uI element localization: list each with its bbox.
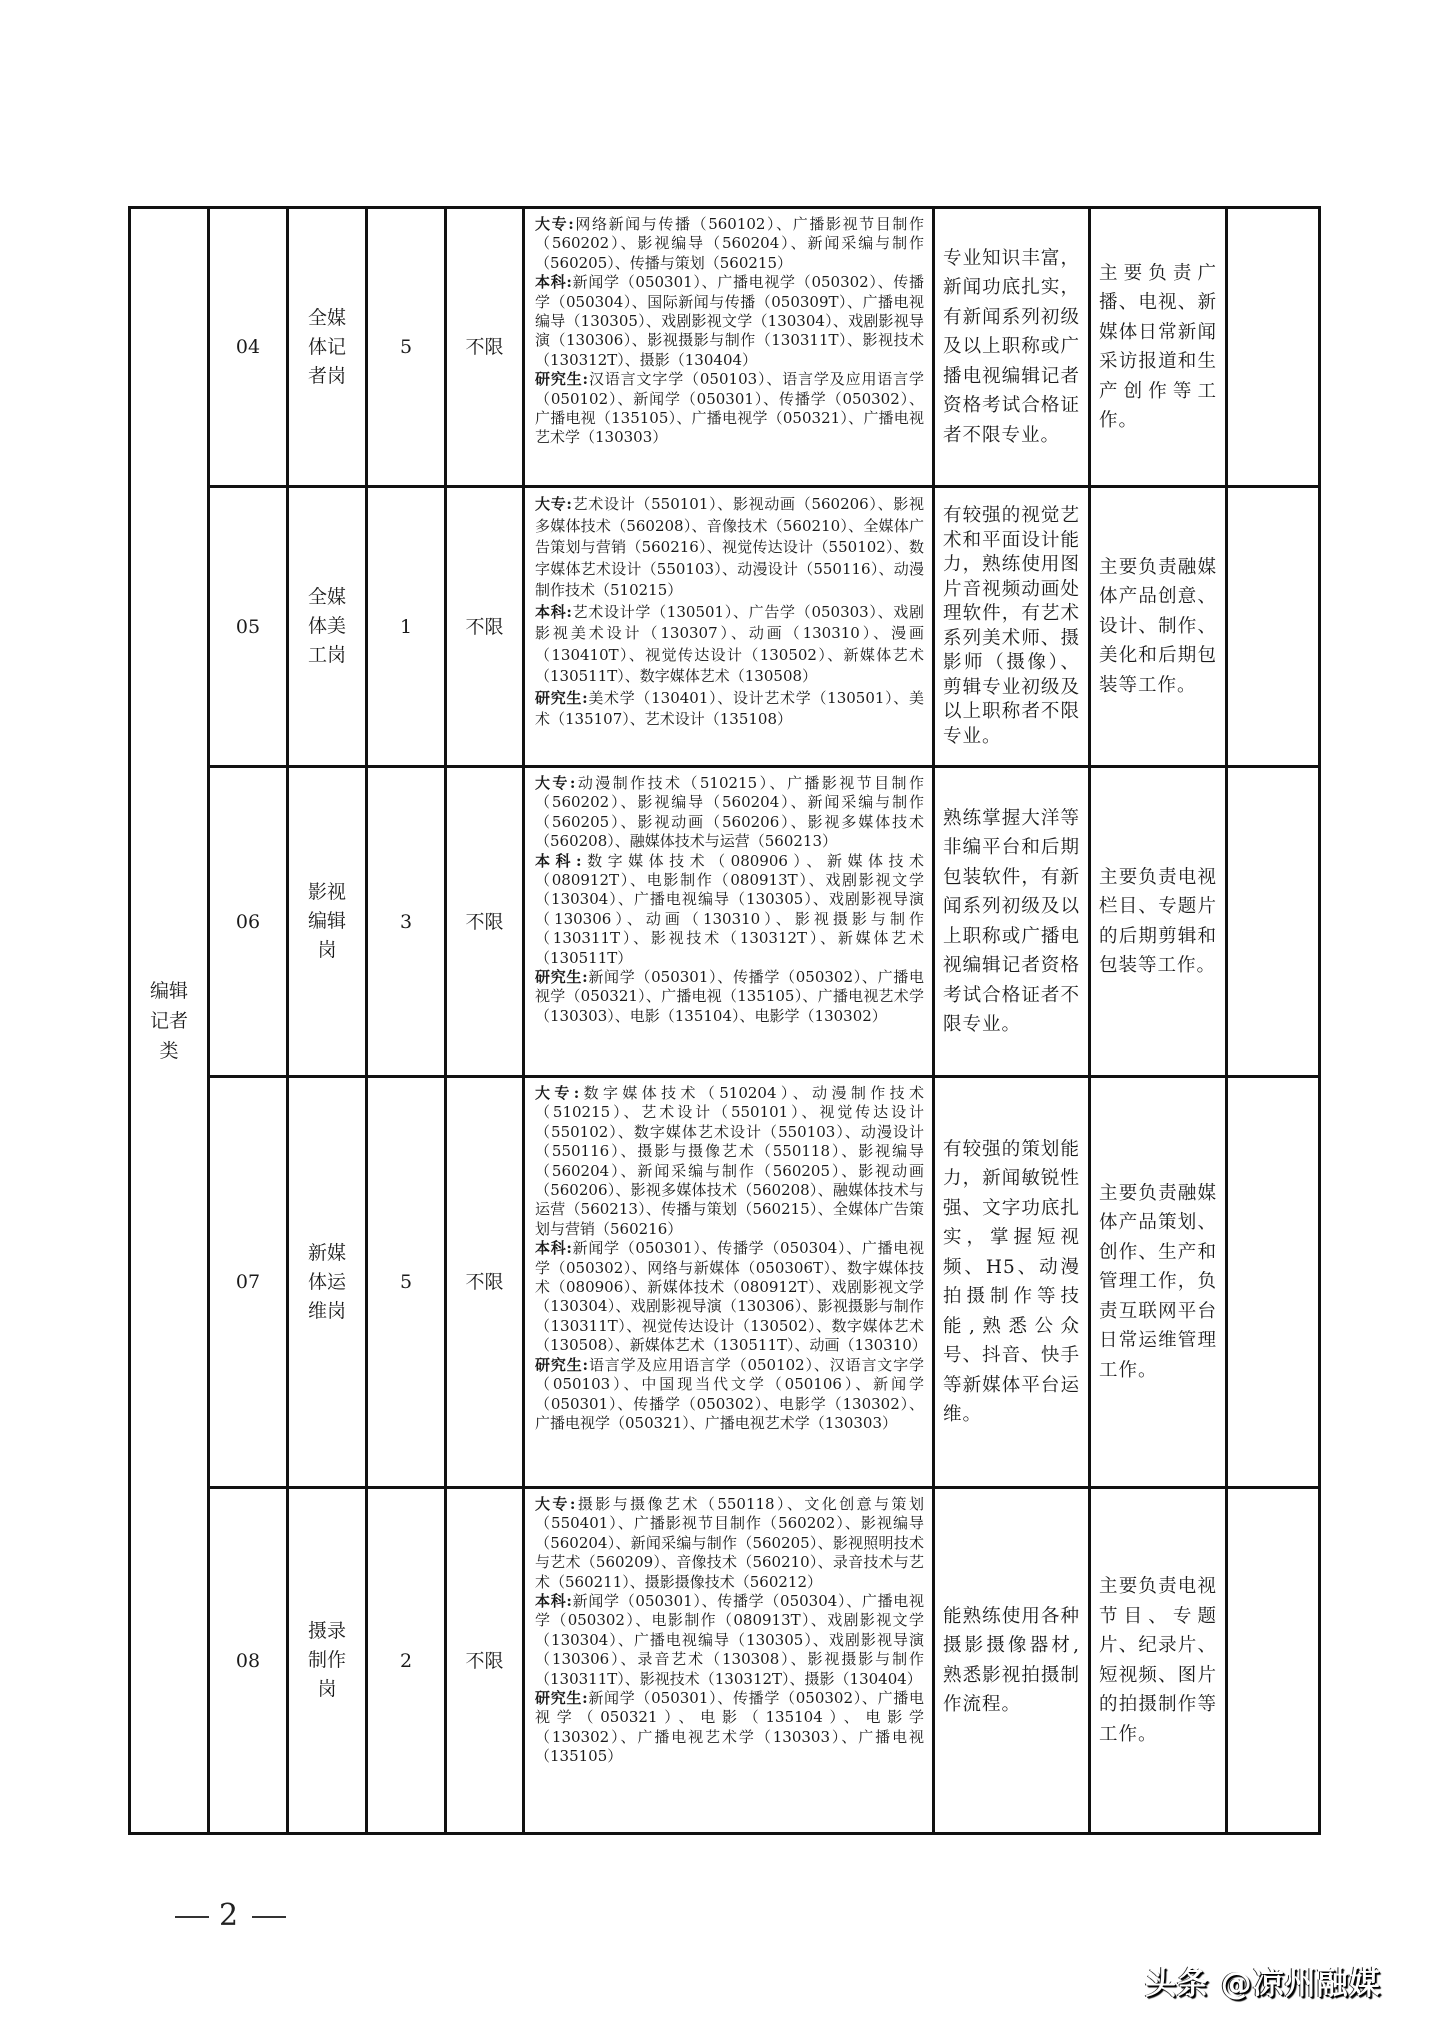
job-duties: 主要负责融媒体产品创意、设计、制作、美化和后期包装等工作。 — [1090, 487, 1227, 767]
major-list: 新闻学（050301）、传播学（050302）、广播电视学（050321）、电影（135104）、电影学（130302）、广播电视艺术学（130303）、广播电视（135105） — [535, 1689, 924, 1766]
table-row — [130, 767, 1320, 1077]
age-requirement: 不限 — [446, 1077, 524, 1488]
major-list: 数字媒体技术（510204）、动漫制作技术（510215）、艺术设计（550101）、视觉传达设计（550102）、数字媒体艺术设计（550103）、动漫设计（550116）、摄影与摄像艺术（550118）、影视编导（560204）、新闻采编与制作（560205）、影视动画（560206）、影视多媒体技术（560208）、融媒体技术与运营（560213）、传播与策划（560215）、全媒体广告策划与营销（560216） — [535, 1084, 924, 1238]
page-number — [165, 1898, 296, 1933]
position-code: 04 — [209, 208, 288, 487]
major-list: 艺术设计学（130501）、广告学（050303）、戏剧影视美术设计（130307）、动画（130310）、漫画（130410T）、视觉传达设计（130502）、新媒体艺术（130511T）、数字媒体艺术（130508） — [535, 602, 924, 685]
source-watermark: 头条 @凉州融媒 — [1145, 1966, 1381, 2002]
position-name: 摄录制作岗 — [307, 1620, 346, 1700]
position-name-cell — [288, 487, 367, 767]
position-name: 全媒体美工岗 — [307, 586, 346, 666]
major-list: 摄影与摄像艺术（550118）、文化创意与策划（550401）、广播影视节目制作（560202）、影视编导（560204）、新闻采编与制作（560205）、影视照明技术与艺术（560209）、音像技术（560210）、录音技术与艺术（560211）、摄影摄像技术（560212） — [535, 1495, 924, 1591]
level-label: 研究生: — [535, 1689, 588, 1708]
major-list: 数字媒体技术（080906）、新媒体技术（080912T）、电影制作（080913T）、戏剧影视文学（130304）、广播电视编导（130305）、戏剧影视导演（130306）、动画（130310）、影视摄影与制作（130311T）、影视技术（130312T）、新媒体艺术（130511T） — [535, 851, 924, 967]
major-list: 新闻学（050301）、传播学（050304）、广播电视学（050302）、网络与新媒体（050306T）、数字媒体技术（080906）、新媒体技术（080912T）、戏剧影视文学（130304）、戏剧影视导演（130306）、影视摄影与制作（130311T）、视觉传达设计（130502）、数字媒体艺术（130508）、新媒体艺术（130511T）、动画（130310） — [535, 1239, 927, 1355]
other-requirements: 有较强的视觉艺术和平面设计能力，熟练使用图片音视频动画处理软件，有艺术系列美术师、摄影师（摄像）、剪辑专业初级及以上职称者不限专业。 — [934, 487, 1090, 767]
hiring-count: 5 — [367, 1077, 446, 1488]
position-code: 08 — [209, 1488, 288, 1834]
other-requirements: 有较强的策划能力，新闻敏锐性强、文字功底扎实，掌握短视频、H5、动漫拍摄制作等技能,熟悉公众号、抖音、快手等新媒体平台运维。 — [934, 1077, 1090, 1488]
level-label: 大专: — [535, 215, 574, 233]
page-number-value: 2 — [219, 1898, 243, 1933]
job-duties: 主要负责电视节目、专题片、纪录片、短视频、图片的拍摄制作等工作。 — [1090, 1488, 1227, 1834]
position-name-cell — [288, 1488, 367, 1834]
major-requirements — [524, 487, 934, 767]
level-label: 本科: — [535, 1239, 572, 1258]
major-list: 语言学及应用语言学（050102）、汉语言文字学（050103）、中国现当代文学（050106）、新闻学（050301）、传播学（050302）、电影学（130302）、广播电视学（050321）、广播电视艺术学（130303） — [535, 1355, 924, 1432]
level-label: 大专: — [535, 774, 576, 792]
dash-decoration — [175, 1916, 209, 1918]
job-duties: 主要负责广播、电视、新媒体日常新闻采访报道和生产创作等工作。 — [1090, 208, 1227, 487]
major-list: 艺术设计（550101）、影视动画（560206）、影视多媒体技术（560208）、音像技术（560210）、全媒体广告策划与营销（560216）、视觉传达设计（550102）、数字媒体艺术设计（550103）、动漫设计（550116）、动漫制作技术（510215） — [535, 495, 924, 599]
hiring-count: 3 — [367, 767, 446, 1077]
major-list: 新闻学（050301）、传播学（050302）、广播电视学（050321）、广播电视（135105）、广播电视艺术学（130303）、电影（135104）、电影学（130302） — [535, 968, 924, 1025]
other-requirements: 能熟练使用各种摄影摄像器材,熟悉影视拍摄制作流程。 — [934, 1488, 1090, 1834]
position-name-cell — [288, 1077, 367, 1488]
job-duties: 主要负责电视栏目、专题片的后期剪辑和包装等工作。 — [1090, 767, 1227, 1077]
level-label: 大专: — [535, 1495, 576, 1513]
age-requirement: 不限 — [446, 208, 524, 487]
major-list: 美术学（130401）、设计艺术学（130501）、美术（135107）、艺术设计（135108） — [535, 688, 924, 728]
position-code: 06 — [209, 767, 288, 1077]
level-label: 研究生: — [535, 370, 589, 389]
level-label: 研究生: — [535, 688, 588, 707]
level-label: 本科: — [535, 851, 582, 870]
position-name: 影视编辑岗 — [307, 881, 346, 961]
category-label: 编辑记者类 — [149, 979, 188, 1062]
age-requirement: 不限 — [446, 1488, 524, 1834]
level-label: 研究生: — [535, 968, 588, 987]
major-requirements — [524, 1077, 934, 1488]
level-label: 研究生: — [535, 1355, 589, 1374]
age-requirement: 不限 — [446, 767, 524, 1077]
table-row — [130, 487, 1320, 767]
position-name-cell — [288, 767, 367, 1077]
table-row — [130, 208, 1320, 487]
major-requirements — [524, 767, 934, 1077]
position-name: 全媒体记者岗 — [307, 306, 346, 387]
major-list: 汉语言文字学（050103）、语言学及应用语言学（050102）、新闻学（050301）、传播学（050302）、广播电视（135105）、广播电视学（050321）、广播电视艺术学（130303） — [535, 370, 924, 447]
job-positions-table — [128, 206, 1321, 1835]
remarks — [1227, 767, 1320, 1077]
hiring-count: 1 — [367, 487, 446, 767]
hiring-count: 5 — [367, 208, 446, 487]
level-label: 大专: — [535, 495, 572, 513]
major-list: 动漫制作技术（510215）、广播影视节目制作（560202）、影视编导（560204）、新闻采编与制作（560205）、影视动画（560206）、影视多媒体技术（560208）、融媒体技术与运营（560213） — [535, 774, 924, 851]
position-name-cell — [288, 208, 367, 487]
major-list: 网络新闻与传播（560102）、广播影视节目制作（560202）、影视编导（560204）、新闻采编与制作（560205）、传播与策划（560215） — [535, 215, 924, 272]
major-requirements — [524, 1488, 934, 1834]
level-label: 本科: — [535, 1592, 572, 1611]
level-label: 本科: — [535, 273, 572, 292]
remarks — [1227, 1488, 1320, 1834]
hiring-count: 2 — [367, 1488, 446, 1834]
major-list: 新闻学（050301）、广播电视学（050302）、传播学（050304）、国际新闻与传播（050309T）、广播电视编导（130305）、戏剧影视文学（130304）、戏剧影视导演（130306）、影视摄影与制作（130311T）、影视技术（130312T）、摄影（130404） — [535, 273, 924, 369]
other-requirements: 专业知识丰富，新闻功底扎实，有新闻系列初级及以上职称或广播电视编辑记者资格考试合格证者不限专业。 — [934, 208, 1090, 487]
other-requirements: 熟练掌握大洋等非编平台和后期包装软件，有新闻系列初级及以上职称或广播电视编辑记者资格考试合格证者不限专业。 — [934, 767, 1090, 1077]
level-label: 本科: — [535, 602, 572, 621]
category-cell — [130, 208, 209, 1834]
major-list: 新闻学（050301）、传播学（050304）、广播电视学（050302）、电影制作（080913T）、戏剧影视文学（130304）、广播电视编导（130305）、戏剧影视导演（130306）、录音艺术（130308）、影视摄影与制作（130311T）、影视技术（130312T）、摄影（130404） — [535, 1592, 924, 1688]
remarks — [1227, 487, 1320, 767]
remarks — [1227, 1077, 1320, 1488]
table-row — [130, 1488, 1320, 1834]
age-requirement: 不限 — [446, 487, 524, 767]
major-requirements — [524, 208, 934, 487]
remarks — [1227, 208, 1320, 487]
position-code: 07 — [209, 1077, 288, 1488]
position-name: 新媒体运维岗 — [307, 1241, 346, 1322]
level-label: 大专: — [535, 1084, 580, 1102]
table-row — [130, 1077, 1320, 1488]
dash-decoration — [252, 1916, 286, 1918]
job-duties: 主要负责融媒体产品策划、创作、生产和管理工作，负责互联网平台日常运维管理工作。 — [1090, 1077, 1227, 1488]
position-code: 05 — [209, 487, 288, 767]
